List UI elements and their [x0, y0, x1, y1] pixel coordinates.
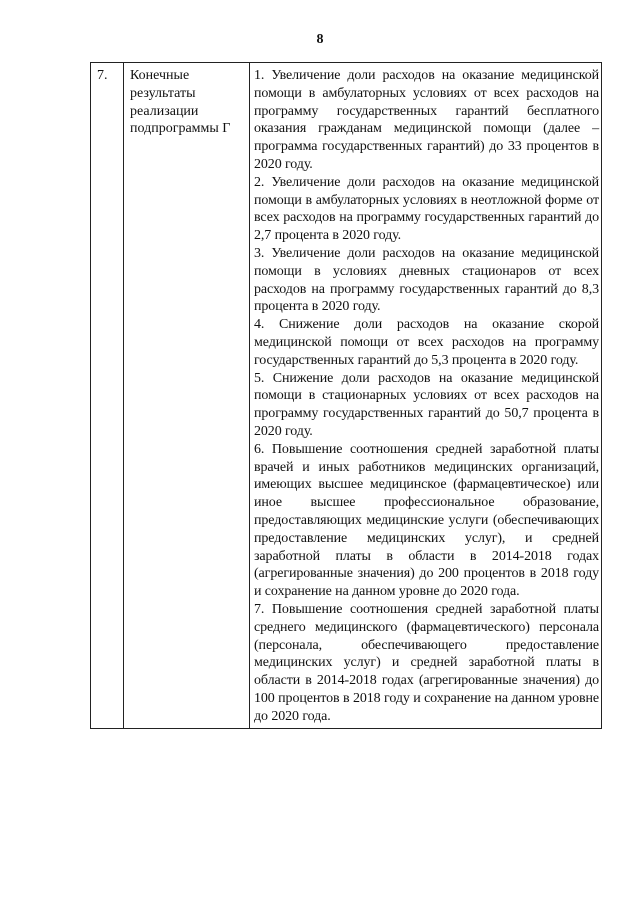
- row-content: [250, 63, 602, 729]
- result-item-4: 4. Снижение доли расходов на оказание скорой медицинской помощи от всех расходов на программу государственных гарантий до 5,3 процента в 2020 году.: [254, 317, 599, 368]
- result-item-3: 3. Увеличение доли расходов на оказание медицинской помощи в условиях дневных стационаров от всех расходов на программу государственных гарантий до 8,3 процента в 2020 году.: [254, 245, 599, 315]
- passport-table: [90, 62, 602, 729]
- page-number: 8: [316, 32, 324, 47]
- table-row: [91, 63, 602, 729]
- result-item-6: 6. Повышение соотношения средней заработной платы врачей и иных работников медицинских организаций, имеющих высшее медицинское (фармацевтическое) или иное высшее профессиональное образование, предоставляющих медицинские услуги (обеспечивающих предоставление медицинских услуг), и средней заработной платы в области в 2014-2018 годах (агрегированные значения) до 200 процентов в 2018 году и сохранение на данном уровне до 2020 года.: [254, 441, 599, 600]
- result-item-7: 7. Повышение соотношения средней заработной платы среднего медицинского (фармацевтического) персонала (персонала, обеспечивающего предоставление медицинских услуг) и средней заработной платы в области в 2014-2018 годах (агрегированные значения) до 100 процентов в 2018 году и сохранение на данном уровне до 2020 года.: [254, 601, 599, 724]
- result-item-1: 1. Увеличение доли расходов на оказание медицинской помощи в амбулаторных условиях от всех расходов на программу государственных гарантий бесплатного оказания гражданам медицинской помощи (далее – программа государственных гарантий) до 33 процентов в 2020 году.: [254, 68, 599, 172]
- result-item-2: 2. Увеличение доли расходов на оказание медицинской помощи в амбулаторных условиях в неотложной форме от всех расходов на программу государственных гарантий до 2,7 процента в 2020 году.: [254, 174, 599, 244]
- row-number: 7.: [91, 63, 124, 729]
- row-name: Конечные результаты реализации подпрограммы Г: [124, 63, 250, 729]
- result-item-5: 5. Снижение доли расходов на оказание медицинской помощи в стационарных условиях от всех расходов на программу государственных гарантий до 50,7 процента в 2020 году.: [254, 370, 599, 439]
